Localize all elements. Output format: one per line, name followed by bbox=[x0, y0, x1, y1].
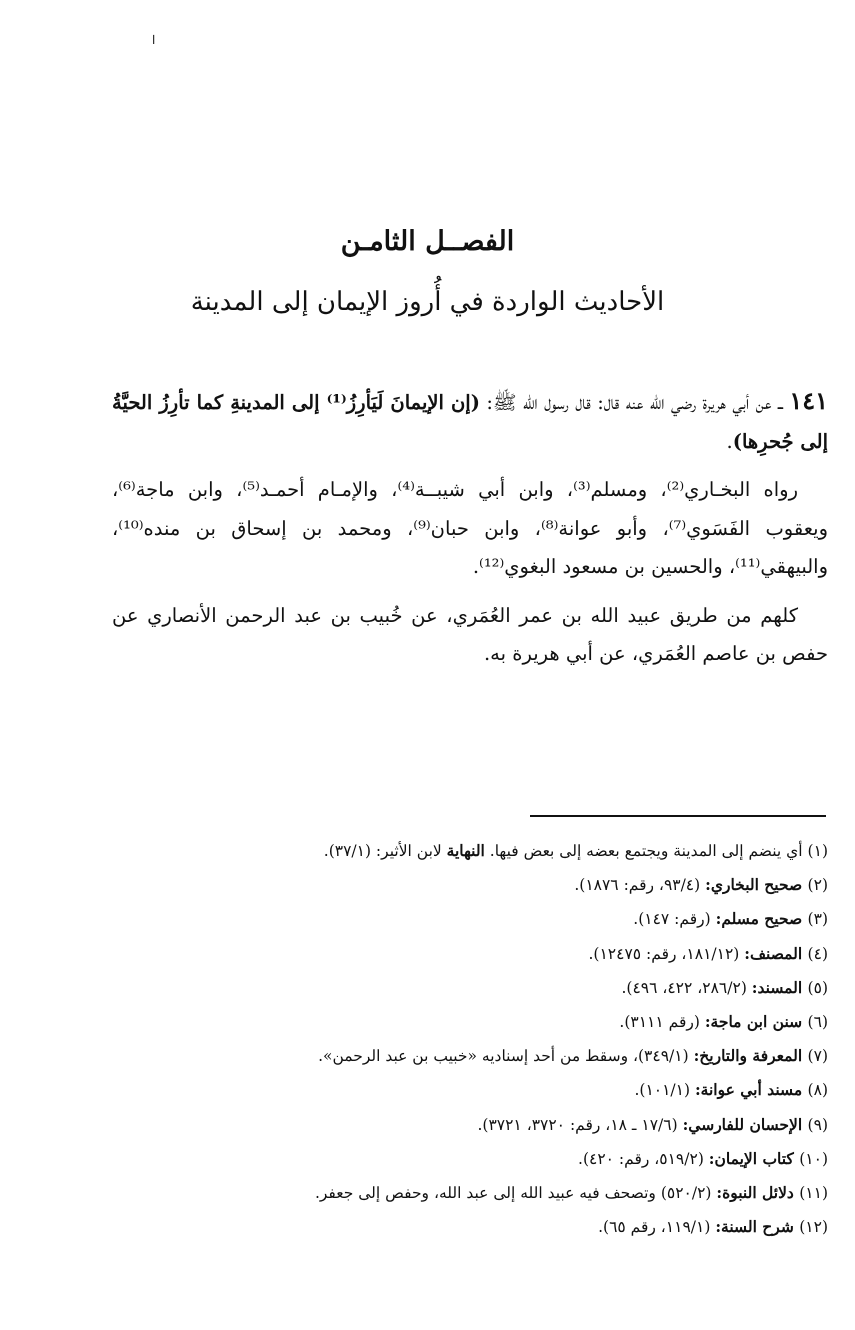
hadith-paragraph bbox=[112, 382, 828, 461]
footnote-8 bbox=[112, 1073, 828, 1107]
footnote-9 bbox=[112, 1108, 828, 1142]
footnote-text: (١٧/٦ ـ ١٨، رقم: ٣٧٢٠، ٣٧٢١). bbox=[477, 1115, 683, 1134]
footnote-4 bbox=[112, 937, 828, 971]
footnote-source-title: صحيح البخاري: bbox=[705, 875, 808, 895]
footnote-source-title: صحيح مسلم: bbox=[715, 909, 808, 929]
footnote-text: (رقم: ١٤٧). bbox=[633, 910, 716, 929]
hadith-matn: (إن الإيمانَ لَيَأرِزُ⁽¹⁾ إلى المدينةِ كما تأرِزُ الحيَّةُ إلى جُحرِها) bbox=[112, 391, 828, 453]
isnad-paragraph: كلهم من طريق عبيد الله بن عمر العُمَري، عن خُبيب بن عبد الرحمن الأنصاري عن حفص بن عاصم العُمَري، عن أبي هريرة به. bbox=[112, 603, 828, 665]
hadith-number: ١٤١ bbox=[789, 386, 828, 415]
footnote-source-title: المسند: bbox=[751, 977, 808, 997]
footnote-number: (٣) bbox=[807, 910, 828, 929]
hadith-matn-end: . bbox=[726, 429, 733, 453]
footnote-11 bbox=[112, 1176, 828, 1210]
chapter-subtitle: الأحاديث الواردة في أُروز الإيمان إلى المدينة bbox=[190, 287, 665, 317]
footnote-number: (٨) bbox=[807, 1081, 828, 1100]
footnote-text: (٣٤٩/١)، وسقط من أحد إسناديه «خبيب بن عبد الرحمن». bbox=[318, 1047, 694, 1066]
footnote-number: (١٠) bbox=[799, 1149, 828, 1168]
footnote-text: أي ينضم إلى المدينة ويجتمع بعضه إلى بعض فيها. bbox=[484, 842, 808, 860]
footnote-1 bbox=[112, 834, 828, 868]
body-text bbox=[112, 382, 828, 684]
footnote-number: (٦) bbox=[807, 1013, 828, 1032]
footnote-text: (١١٩/١، رقم ٦٥). bbox=[598, 1218, 716, 1237]
footnote-text: (١٠١/١). bbox=[634, 1081, 695, 1100]
footnote-source-title: شرح السنة: bbox=[715, 1217, 800, 1237]
footnote-text: (٥١٩/٢، رقم: ٤٢٠). bbox=[578, 1149, 709, 1168]
footnote-7 bbox=[112, 1039, 828, 1073]
footnote-number: (٥) bbox=[807, 978, 828, 997]
footnote-text-2: لابن الأثير: (٣٧/١). bbox=[323, 842, 447, 860]
footnote-12 bbox=[112, 1210, 828, 1244]
footnote-source-title: المصنف: bbox=[744, 943, 808, 963]
footnote-source-title: كتاب الإيمان: bbox=[708, 1148, 800, 1168]
chapter-title: الفصــل الثامـن bbox=[340, 226, 515, 257]
footnote-number: (١٢) bbox=[799, 1218, 828, 1237]
footnotes bbox=[112, 834, 828, 1244]
footnote-source-title: النهاية bbox=[446, 841, 485, 860]
footnote-6 bbox=[112, 1005, 828, 1039]
footnote-text: (١٨١/١٢، رقم: ١٢٤٧٥). bbox=[588, 944, 745, 963]
hadith-intro: ــ عن أبي هريرة رضي الله عنه قال: قال رسول الله ﷺ: bbox=[479, 391, 790, 414]
footnote-2 bbox=[112, 868, 828, 902]
footnote-text: (٢٨٦/٢، ٤٢٢، ٤٩٦). bbox=[621, 978, 752, 997]
footnote-number: (٤) bbox=[807, 944, 828, 963]
footnote-number: (٩) bbox=[807, 1115, 828, 1134]
footnote-text: (٩٣/٤، رقم: ١٨٧٦). bbox=[574, 876, 706, 895]
footnote-source-title: المعرفة والتاريخ: bbox=[693, 1046, 808, 1066]
footnote-source-title: سنن ابن ماجة: bbox=[704, 1012, 808, 1032]
footnote-source-title: الإحسان للفارسي: bbox=[682, 1114, 808, 1134]
footnote-text: (رقم ٣١١١). bbox=[619, 1013, 705, 1032]
footnote-source-title: مسند أبي عوانة: bbox=[694, 1080, 808, 1100]
footnote-separator bbox=[530, 815, 826, 817]
footnote-number: (٧) bbox=[807, 1047, 828, 1066]
takhrij-paragraph: رواه البخـاري⁽²⁾، ومسلم⁽³⁾، وابن أبي شيبــة⁽⁴⁾، والإمـام أحمـد⁽⁵⁾، وابن ماجة⁽⁶⁾، ويعقوب الفَسَوي⁽⁷⁾، وأبو عوانة⁽⁸⁾، وابن حبان⁽⁹⁾، ومحمد بن إسحاق بن منده⁽¹⁰⁾، والبيهقي⁽¹¹⁾، والحسين بن مسعود البغوي⁽¹²⁾. bbox=[112, 478, 829, 578]
footnote-5 bbox=[112, 971, 828, 1005]
footnote-number: (١) bbox=[807, 842, 828, 860]
footnote-number: (٢) bbox=[807, 876, 828, 895]
footnote-3 bbox=[112, 902, 828, 936]
footnote-number: (١١) bbox=[799, 1184, 828, 1203]
footnote-10 bbox=[112, 1142, 828, 1176]
footnote-text: (٥٢٠/٢) وتصحف فيه عبيد الله إلى عبد الله، وحفص إلى جعفر. bbox=[314, 1184, 717, 1203]
corner-mark: ا bbox=[152, 33, 156, 47]
footnote-source-title: دلائل النبوة: bbox=[716, 1183, 800, 1203]
